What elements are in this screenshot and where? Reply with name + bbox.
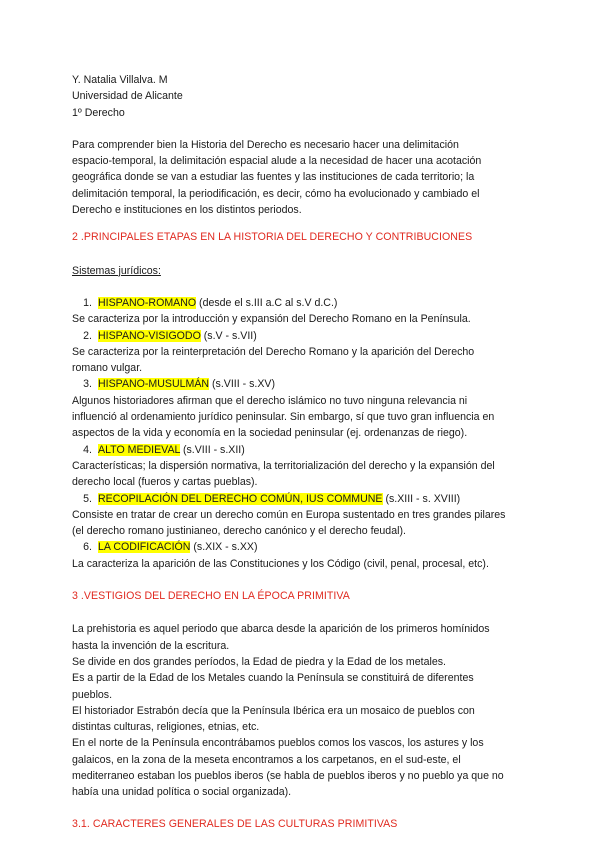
item-period: (s.XIX - s.XX): [190, 541, 258, 554]
list-item: [72, 539, 532, 555]
document-header: [72, 72, 532, 121]
item-description: Se caracteriza por la reinterpretación del Derecho Romano y la aparición del Derecho: [72, 345, 475, 358]
item-description: (el derecho romano justinianeo, derecho canónico y el derecho feudal).: [72, 525, 406, 538]
item-period: (s.VIII - s.XV): [209, 378, 275, 391]
highlighted-title: HISPANO-MUSULMÁN: [98, 378, 210, 391]
list-item: [72, 295, 532, 311]
legal-systems-list: [72, 295, 532, 572]
highlighted-title: HISPANO-VISIGODO: [98, 329, 201, 342]
item-description: derecho local (fueros y cartas pueblas).: [72, 476, 258, 489]
intro-paragraph: [72, 137, 532, 218]
highlighted-title: ALTO MEDIEVAL: [98, 443, 181, 456]
list-number: 2.: [83, 329, 92, 342]
list-number: 6.: [83, 541, 92, 554]
list-number: 3.: [83, 378, 92, 391]
paragraph-line: Es a partir de la Edad de los Metales cuando la Península se constituirá de diferentes: [72, 672, 474, 685]
paragraph-line: El historiador Estrabón decía que la Península Ibérica era un mosaico de pueblos con: [72, 704, 475, 717]
item-description: Consiste en tratar de crear un derecho común en Europa sustentado en tres grandes pilares: [72, 508, 506, 521]
item-description: romano vulgar.: [72, 362, 143, 375]
list-number: 5.: [83, 492, 92, 505]
course-name: 1º Derecho: [72, 106, 125, 119]
paragraph-line: En el norte de la Península encontrábamos pueblos comos los vascos, los astures y los: [72, 737, 484, 750]
list-item: [72, 491, 532, 507]
paragraph-line: Derecho e instituciones en los distintos periodos.: [72, 204, 302, 217]
list-number: 1.: [83, 296, 92, 309]
item-period: (s.V - s.VII): [200, 329, 257, 342]
paragraph-line: Se divide en dos grandes períodos, la Edad de piedra y la Edad de los metales.: [72, 655, 446, 668]
paragraph-line: Para comprender bien la Historia del Derecho es necesario hacer una delimitación: [72, 138, 459, 151]
item-description: Algunos historiadores afirman que el derecho islámico no tuvo ninguna relevancia ni: [72, 394, 468, 407]
paragraph-line: La prehistoria es aquel periodo que abarca desde la aparición de los primeros homínidos: [72, 623, 490, 636]
item-description: Se caracteriza por la introducción y expansión del Derecho Romano en la Península.: [72, 313, 471, 326]
list-item: [72, 442, 532, 458]
paragraph-line: había una unidad política o social organizada).: [72, 786, 292, 799]
subheading-sistemas: [72, 263, 532, 279]
section-heading-3: 3 .VESTIGIOS DEL DERECHO EN LA ÉPOCA PRIMITIVA: [72, 590, 350, 603]
paragraph-line: hasta la invención de la escritura.: [72, 639, 230, 652]
highlighted-title: HISPANO-ROMANO: [98, 296, 197, 309]
university-name: Universidad de Alicante: [72, 90, 183, 103]
document-page: [72, 72, 532, 832]
paragraph-line: geográfica donde se van a estudiar las fuentes y las instituciones de cada territorio; la: [72, 171, 475, 184]
paragraph-line: mediterraneo estaban los pueblos iberos (se habla de pueblos iberos y no pueblo ya que no: [72, 769, 504, 782]
item-description: aspectos de la vida y economía en la sociedad peninsular (ej. ordenanzas de riego).: [72, 427, 468, 440]
paragraph-line: pueblos.: [72, 688, 113, 701]
item-period: (s.XIII - s. XVIII): [382, 492, 461, 505]
vestigios-paragraph: [72, 621, 532, 800]
subheading-text: Sistemas jurídicos:: [72, 264, 161, 277]
paragraph-line: galaicos, en la zona de la meseta encontramos a los carpetanos, en el sud-este, el: [72, 753, 461, 766]
section-heading-2: 2 .PRINCIPALES ETAPAS EN LA HISTORIA DEL DERECHO Y CONTRIBUCIONES: [72, 231, 473, 244]
item-description: Características; la dispersión normativa, la territorialización del derecho y la expansión del: [72, 459, 495, 472]
item-description: La caracteriza la aparición de las Constituciones y los Código (civil, penal, procesal, etc).: [72, 557, 489, 570]
item-period: (desde el s.III a.C al s.V d.C.): [196, 296, 338, 309]
list-item: [72, 376, 532, 392]
item-description: influenció al ordenamiento jurídico peninsular. Sin embargo, sí que tuvo gran influencia en: [72, 411, 495, 424]
highlighted-title: LA CODIFICACIÓN: [98, 541, 191, 554]
paragraph-line: espacio-temporal, la delimitación espacial alude a la necesidad de hacer una acotación: [72, 155, 482, 168]
list-item: [72, 328, 532, 344]
item-period: (s.VIII - s.XII): [180, 443, 245, 456]
paragraph-line: delimitación temporal, la periodificación, es decir, cómo ha evolucionado y cambiado el: [72, 187, 480, 200]
paragraph-line: distintas culturas, religiones, etnias, etc.: [72, 721, 260, 734]
list-number: 4.: [83, 443, 92, 456]
author-name: Y. Natalia Villalva. M: [72, 74, 168, 86]
highlighted-title: RECOPILACIÓN DEL DERECHO COMÚN, IUS COMMUNE: [98, 492, 383, 505]
section-heading-3-1: 3.1. CARACTERES GENERALES DE LAS CULTURAS PRIMITIVAS: [72, 817, 398, 830]
